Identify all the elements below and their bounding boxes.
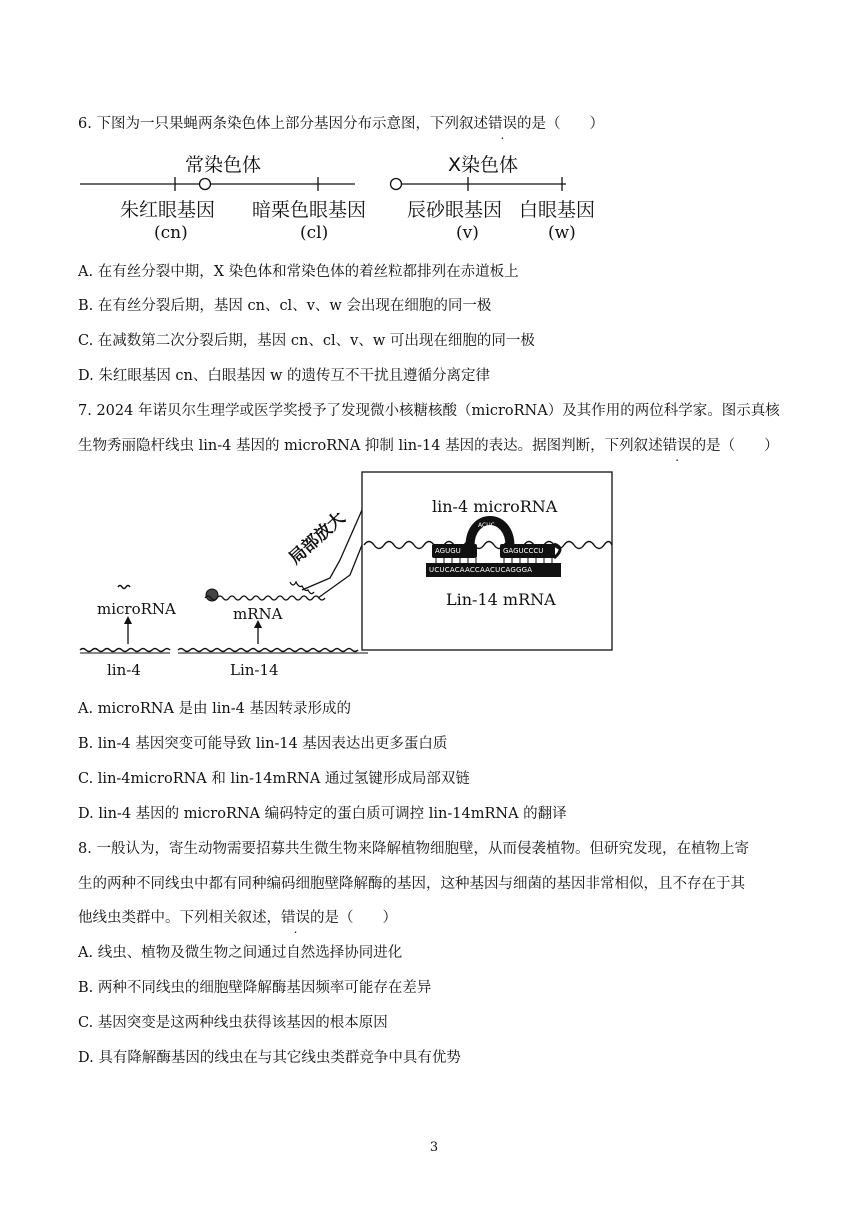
q7-stem-line1: 7. 2024 年诺贝尔生理学或医学奖授予了发现微小核糖核酸（microRNA）及其作用的两位科学家。图示真核 — [78, 403, 780, 419]
q6-option-c: C. 在减数第二次分裂后期，基因 cn、cl、v、w 可出现在细胞的同一极 — [78, 333, 535, 349]
q7-stem-line2: 生物秀丽隐杆线虫 lin-4 基因的 microRNA 抑制 lin-14 基因的表达。据图判断，下列叙述错误的是（ ） — [78, 438, 779, 454]
seq-loop-label: ACUC — [478, 522, 495, 529]
q6-option-a: A. 在有丝分裂中期，X 染色体和常染色体的着丝粒都排列在赤道板上 — [78, 264, 519, 280]
enlarge-label: 局部放大 — [285, 508, 350, 569]
gene-cl-label: 暗栗色眼基因 — [252, 199, 367, 221]
x-chromosome-label: X染色体 — [448, 154, 519, 176]
gene-w-label: 白眼基因 — [519, 199, 596, 221]
lin14-label: Lin-14 — [230, 661, 279, 679]
gene-v-symbol: (v) — [456, 223, 479, 243]
q6-stem: 6. 下图为一只果蝇两条染色体上部分基因分布示意图，下列叙述错误的是（ ） — [78, 116, 604, 132]
autosome-label: 常染色体 — [185, 154, 262, 176]
gene-cl-symbol: (cl) — [300, 223, 329, 243]
microrna-label: microRNA — [97, 600, 176, 618]
emphasis-text: 错误 — [487, 116, 517, 132]
q8-stem-line1: 8. 一般认为，寄生动物需要招募共生微生物来降解植物细胞壁，从而侵袭植物。但研究发现，在植物上寄 — [78, 841, 749, 857]
gene-cn-label: 朱红眼基因 — [120, 199, 216, 221]
gene-w-symbol: (w) — [548, 223, 576, 243]
box-title-label: lin-4 microRNA — [432, 497, 558, 516]
q8-option-a: A. 线虫、植物及微生物之间通过自然选择协同进化 — [78, 945, 403, 961]
mrna-label: mRNA — [233, 605, 283, 623]
emphasis-text: 错误 — [662, 438, 692, 454]
emphasis-text: 错误 — [281, 910, 310, 926]
gene-v-label: 辰砂眼基因 — [407, 199, 503, 221]
q7-option-d: D. lin-4 基因的 microRNA 编码特定的蛋白质可调控 lin-14mRNA 的翻译 — [78, 806, 567, 822]
q8-option-c: C. 基因突变是这两种线虫获得该基因的根本原因 — [78, 1015, 388, 1031]
q6-option-d: D. 朱红眼基因 cn、白眼基因 w 的遗传互不干扰且遵循分离定律 — [78, 368, 491, 384]
q8-stem-line3: 他线虫类群中。下列相关叙述，错误的是（ ） — [78, 910, 397, 926]
page-number: 3 — [429, 1140, 439, 1155]
q8-option-b: B. 两种不同线虫的细胞壁降解酶基因频率可能存在差异 — [78, 980, 432, 996]
lin4-label: lin-4 — [107, 661, 141, 679]
seq-left-label: AGUGU — [435, 547, 461, 555]
box-bottom-label: Lin-14 mRNA — [446, 590, 556, 609]
q8-option-d: D. 具有降解酶基因的线虫在与其它线虫类群竞争中具有优势 — [78, 1050, 461, 1066]
gene-cn-symbol: (cn) — [154, 223, 188, 243]
q7-option-c: C. lin-4microRNA 和 lin-14mRNA 通过氢键形成局部双链 — [78, 771, 470, 787]
q8-stem-line2: 生的两种不同线虫中都有同种编码细胞壁降解酶的基因，这种基因与细菌的基因非常相似，且不存在于其 — [78, 876, 745, 892]
q6-option-b: B. 在有丝分裂后期，基因 cn、cl、v、w 会出现在细胞的同一极 — [78, 298, 492, 314]
q7-option-a: A. microRNA 是由 lin-4 基因转录形成的 — [78, 701, 351, 717]
seq-bottom-label: UCUCACAACCAACUCAGGGA — [429, 566, 533, 574]
seq-right-label: GAGUCCCU — [503, 547, 544, 555]
q7-option-b: B. lin-4 基因突变可能导致 lin-14 基因表达出更多蛋白质 — [78, 736, 448, 752]
